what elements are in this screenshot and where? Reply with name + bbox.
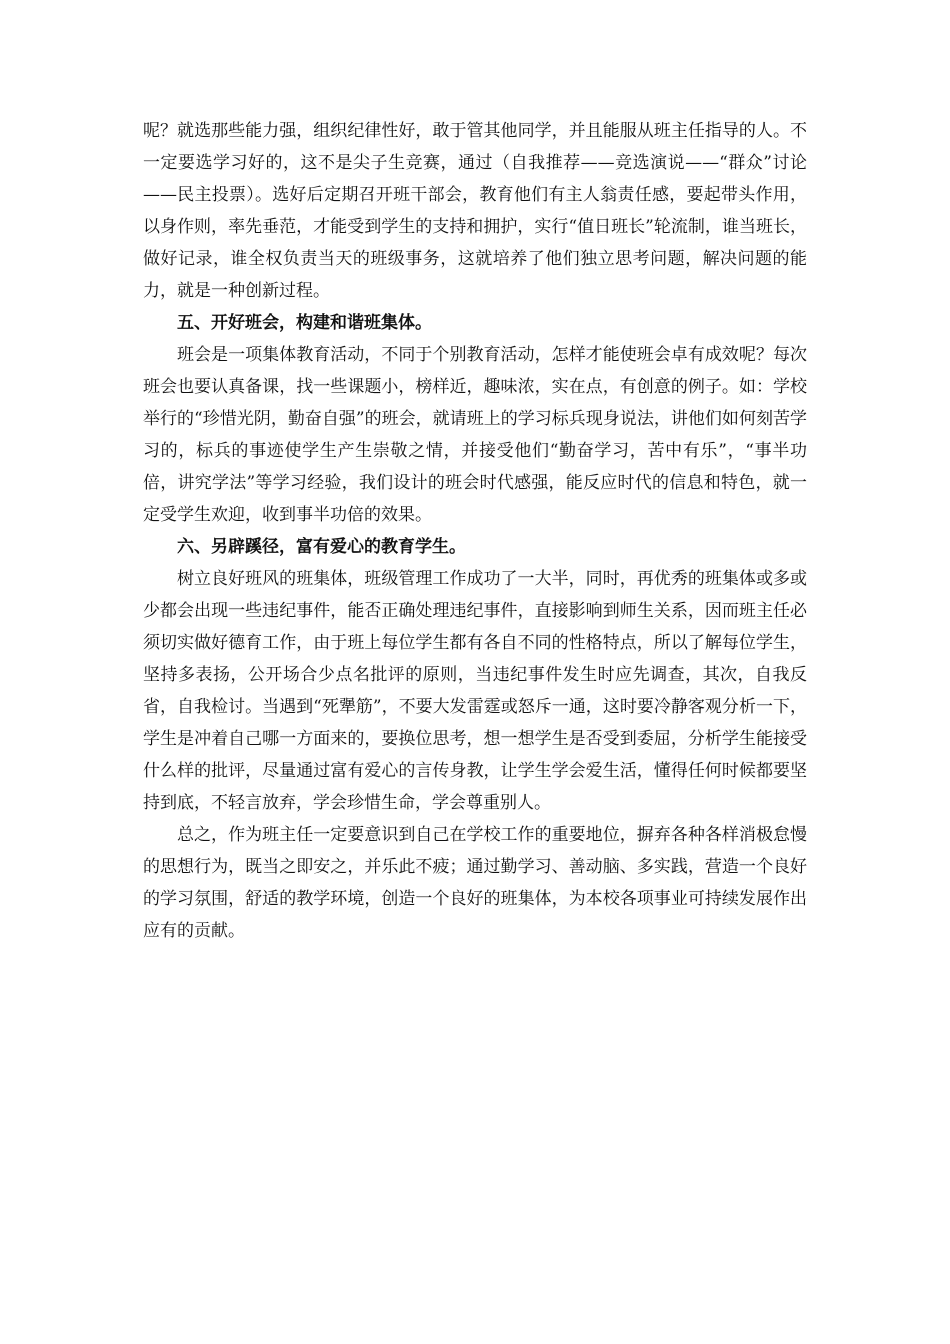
paragraph-summary: 总之，作为班主任一定要意识到自己在学校工作的重要地位，摒弃各种各样消极怠慢的思想行为，既当之即安之，并乐此不疲；通过勤学习、善动脑、多实践，营造一个良好的学习氛围，舒适的教学环境，创造一个良好的班集体，为本校各项事业可持续发展作出应有的贡献。	[143, 825, 807, 941]
section-heading-5: 五、开好班会，构建和谐班集体。	[177, 313, 432, 333]
document-page	[143, 115, 807, 947]
paragraph-continued: 呢？就选那些能力强，组织纪律性好，敢于管其他同学，并且能服从班主任指导的人。不一定要选学习好的，这不是尖子生竞赛，通过（自我推荐——竞选演说——“群众”讨论——民主投票）。选好后定期召开班干部会，教育他们有主人翁责任感，要起带头作用，以身作则，率先垂范，才能受到学生的支持和拥护，实行“值日班长”轮流制，谁当班长，做好记录，谁全权负责当天的班级事务，这就培养了他们独立思考问题，解决问题的能力，就是一种创新过程。	[143, 121, 807, 301]
section-heading-6: 六、另辟蹊径，富有爱心的教育学生。	[177, 537, 466, 557]
paragraph-class-meeting: 班会是一项集体教育活动，不同于个别教育活动，怎样才能使班会卓有成效呢？每次班会也要认真备课，找一些课题小，榜样近，趣味浓，实在点，有创意的例子。如：学校举行的“珍惜光阴，勤奋自强”的班会，就请班上的学习标兵现身说法，讲他们如何刻苦学习的，标兵的事迹使学生产生崇敬之情，并接受他们“勤奋学习，苦中有乐”，“事半功倍，讲究学法”等学习经验，我们设计的班会时代感强，能反应时代的信息和特色，就一定受学生欢迎，收到事半功倍的效果。	[143, 345, 807, 525]
paragraph-caring-education: 树立良好班风的班集体，班级管理工作成功了一大半，同时，再优秀的班集体或多或少都会出现一些违纪事件，能否正确处理违纪事件，直接影响到师生关系，因而班主任必须切实做好德育工作，由于班上每位学生都有各自不同的性格特点，所以了解每位学生，坚持多表扬，公开场合少点名批评的原则，当违纪事件发生时应先调查，其次，自我反省，自我检讨。当遇到“死犟筋”，不要大发雷霆或怒斥一通，这时要冷静客观分析一下，学生是冲着自己哪一方面来的，要换位思考，想一想学生是否受到委屈，分析学生能接受什么样的批评，尽量通过富有爱心的言传身教，让学生学会爱生活，懂得任何时候都要坚持到底，不轻言放弃，学会珍惜生命，学会尊重别人。	[143, 569, 807, 813]
